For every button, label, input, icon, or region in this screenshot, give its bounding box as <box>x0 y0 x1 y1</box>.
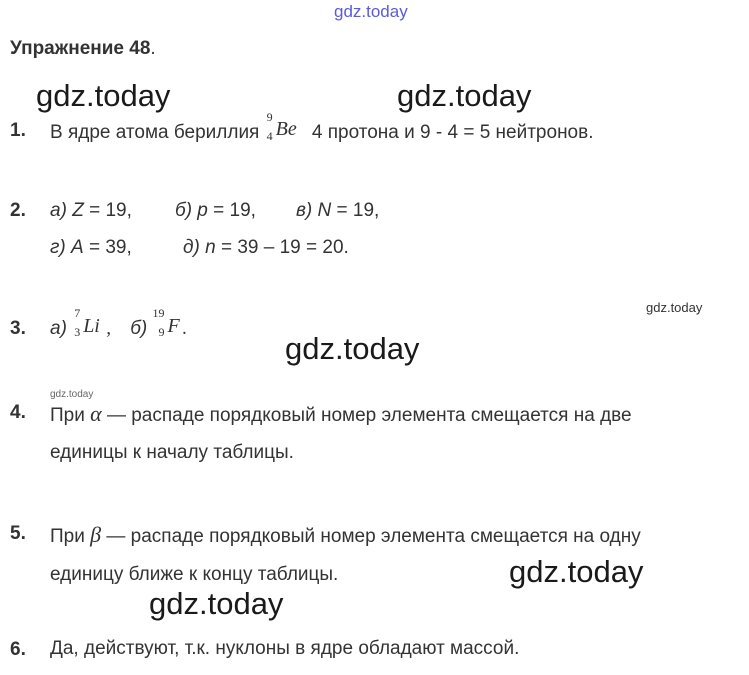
watermark: gdz.today <box>149 586 284 621</box>
variable: Z <box>72 200 84 221</box>
item-2-c <box>296 200 379 222</box>
watermark: gdz.today <box>397 78 532 113</box>
option-label: а) <box>50 200 67 221</box>
item-4-line-2: единицы к началу таблицы. <box>50 442 294 463</box>
title-label: Упражнение <box>10 38 130 59</box>
item-2-row-1 <box>50 200 132 222</box>
text: — распаде порядковый номер элемента смещается на две <box>101 405 632 426</box>
value: = 19, <box>331 200 380 221</box>
item-2-e <box>183 237 349 259</box>
option-label: б) <box>175 200 193 221</box>
exercise-title <box>10 38 156 60</box>
item-6-text: Да, действуют, т.к. нуклоны в ядре обладают массой. <box>50 638 520 659</box>
lithium-nuclide <box>72 306 106 340</box>
item-number: 4. <box>10 402 26 423</box>
item-5-line-2: единицу ближе к концу таблицы. <box>50 564 339 585</box>
item-number: 5. <box>10 523 26 544</box>
beryllium-nuclide <box>265 110 307 143</box>
fluorine-nuclide <box>152 306 181 340</box>
value: = 19, <box>207 200 256 221</box>
item-number: 3. <box>10 318 26 339</box>
nuclide-symbol: Li <box>83 315 100 337</box>
item-number: 2. <box>10 200 26 221</box>
item-4-line-1 <box>50 401 632 427</box>
item-number: 6. <box>10 639 26 660</box>
title-number: 48 <box>129 38 151 59</box>
watermark: gdz.today <box>285 331 420 366</box>
alpha-symbol: α <box>90 401 102 426</box>
watermark: gdz.today <box>36 78 171 113</box>
nuclide-mass: 9 <box>266 110 273 124</box>
item-5-line-1 <box>50 522 641 548</box>
option-label: б) <box>130 318 153 340</box>
watermark: gdz.today <box>646 300 703 315</box>
option-label: а) <box>50 318 73 340</box>
item-1-after: 4 протона и 9 - 4 = 5 нейтронов. <box>306 122 594 144</box>
option-label: г) <box>50 237 66 258</box>
variable: A <box>70 237 84 258</box>
nuclide-charge: 3 <box>74 325 81 339</box>
item-1-text <box>50 110 594 146</box>
option-label: в) <box>296 200 313 221</box>
variable: p <box>197 200 208 221</box>
variable: n <box>205 237 216 258</box>
nuclide-charge: 9 <box>158 325 165 339</box>
watermark: gdz.today <box>50 389 94 400</box>
nuclide-mass: 19 <box>152 306 165 320</box>
separator: , <box>106 318 111 340</box>
title-dot: . <box>150 38 156 59</box>
nuclide-mass: 7 <box>74 306 81 320</box>
option-label: д) <box>183 237 200 258</box>
value: = 39, <box>83 237 132 258</box>
value: = 39 – 19 = 20. <box>215 237 349 258</box>
item-2-d <box>50 237 132 259</box>
nuclide-charge: 4 <box>266 129 273 143</box>
text: — распаде порядковый номер элемента смещается на одну <box>101 526 641 547</box>
variable: N <box>317 200 332 221</box>
text: При <box>50 526 91 547</box>
value: = 19, <box>83 200 132 221</box>
item-number: 1. <box>10 120 26 141</box>
watermark: gdz.today <box>334 2 408 21</box>
nuclide-symbol: F <box>167 315 180 337</box>
text: При <box>50 405 91 426</box>
item-1-before: В ядре атома бериллия <box>50 122 265 144</box>
item-3-text <box>50 306 188 342</box>
item-2-b <box>175 200 256 222</box>
watermark: gdz.today <box>509 554 644 589</box>
nuclide-symbol: Be <box>275 118 297 140</box>
beta-symbol: β <box>90 522 102 547</box>
end-dot: . <box>182 318 188 340</box>
